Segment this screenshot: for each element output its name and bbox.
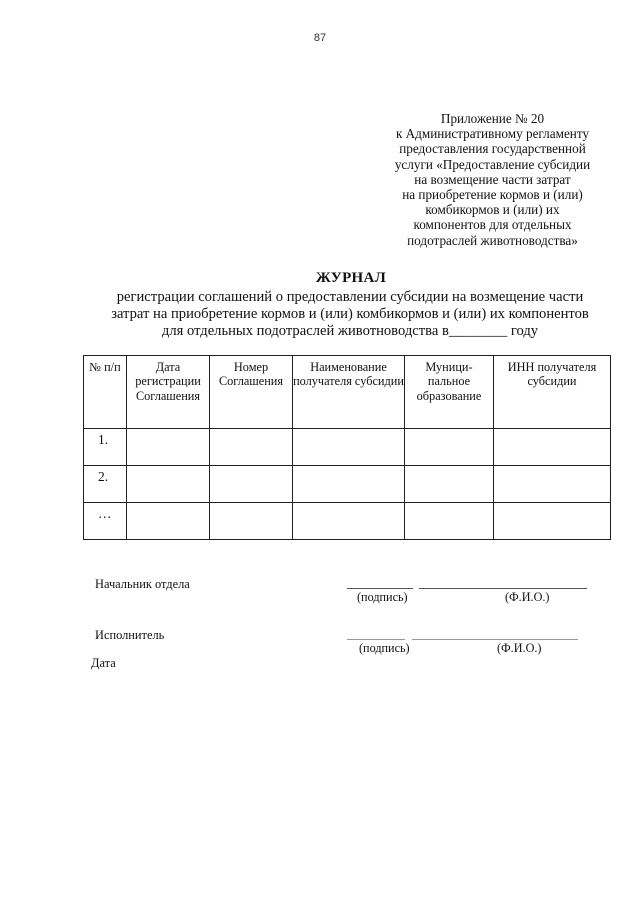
table-cell xyxy=(210,503,293,540)
executor-signature-line xyxy=(347,639,405,640)
appendix-line: комбикормов и (или) их xyxy=(425,202,560,218)
subtitle-line: регистрации соглашений о предоставлении субсидии на возмещение части xyxy=(116,289,584,305)
appendix-line: к Административному регламенту xyxy=(395,126,590,142)
appendix-header xyxy=(360,111,625,248)
appendix-line: компонентов для отдельных xyxy=(413,217,572,233)
table-cell xyxy=(293,466,405,503)
page-number: 87 xyxy=(313,32,327,44)
table-cell xyxy=(405,503,494,540)
table-row xyxy=(84,429,611,466)
head-name-caption: (Ф.И.О.) xyxy=(505,590,550,604)
executor-name-caption: (Ф.И.О.) xyxy=(497,641,542,655)
journal-title: ЖУРНАЛ xyxy=(315,270,387,286)
table-cell xyxy=(293,503,405,540)
table-cell xyxy=(494,429,611,466)
table-cell xyxy=(293,429,405,466)
registration-table xyxy=(83,355,611,540)
col-header-municipality: Муници-пальное образование xyxy=(405,356,494,429)
row-number: … xyxy=(84,503,127,540)
table-cell xyxy=(210,429,293,466)
table-cell xyxy=(210,466,293,503)
col-header-number: № п/п xyxy=(84,356,127,429)
appendix-line: предоставления государственной xyxy=(399,141,586,157)
row-number: 1. xyxy=(84,429,127,466)
col-header-agreement-number: Номер Соглашения xyxy=(210,356,293,429)
appendix-line: Приложение № 20 xyxy=(440,111,545,126)
table-row xyxy=(84,503,611,540)
table-cell xyxy=(127,466,210,503)
appendix-line: подотраслей животноводства» xyxy=(407,232,578,248)
table-cell xyxy=(405,429,494,466)
table-cell xyxy=(127,503,210,540)
head-signature-caption: (подпись) xyxy=(357,590,408,604)
table-cell xyxy=(494,503,611,540)
col-header-recipient-name: Наименование получателя субсидии xyxy=(293,356,405,429)
subtitle-line: для отдельных подотраслей животноводства в________ году xyxy=(161,323,539,339)
appendix-line: на приобретение кормов и (или) xyxy=(402,187,583,203)
journal-subtitle xyxy=(90,289,610,340)
table-header-row xyxy=(84,356,611,429)
executor-signature-caption: (подпись) xyxy=(359,641,410,655)
date-label: Дата xyxy=(91,656,116,670)
table-cell xyxy=(405,466,494,503)
head-name-line xyxy=(419,588,587,589)
col-header-inn: ИНН получателя субсидии xyxy=(494,356,611,429)
executor-name-line xyxy=(412,639,578,640)
executor-label: Исполнитель xyxy=(95,628,165,642)
appendix-line: услуги «Предоставление субсидии xyxy=(394,156,591,172)
table-cell xyxy=(494,466,611,503)
subtitle-line: затрат на приобретение кормов и (или) комбикормов и (или) их компонентов xyxy=(111,306,589,322)
appendix-line: на возмещение части затрат xyxy=(414,171,571,187)
head-label: Начальник отдела xyxy=(95,577,190,591)
table-cell xyxy=(127,429,210,466)
table-row xyxy=(84,466,611,503)
col-header-date: Дата регистрации Соглашения xyxy=(127,356,210,429)
head-signature-line xyxy=(347,588,413,589)
row-number: 2. xyxy=(84,466,127,503)
